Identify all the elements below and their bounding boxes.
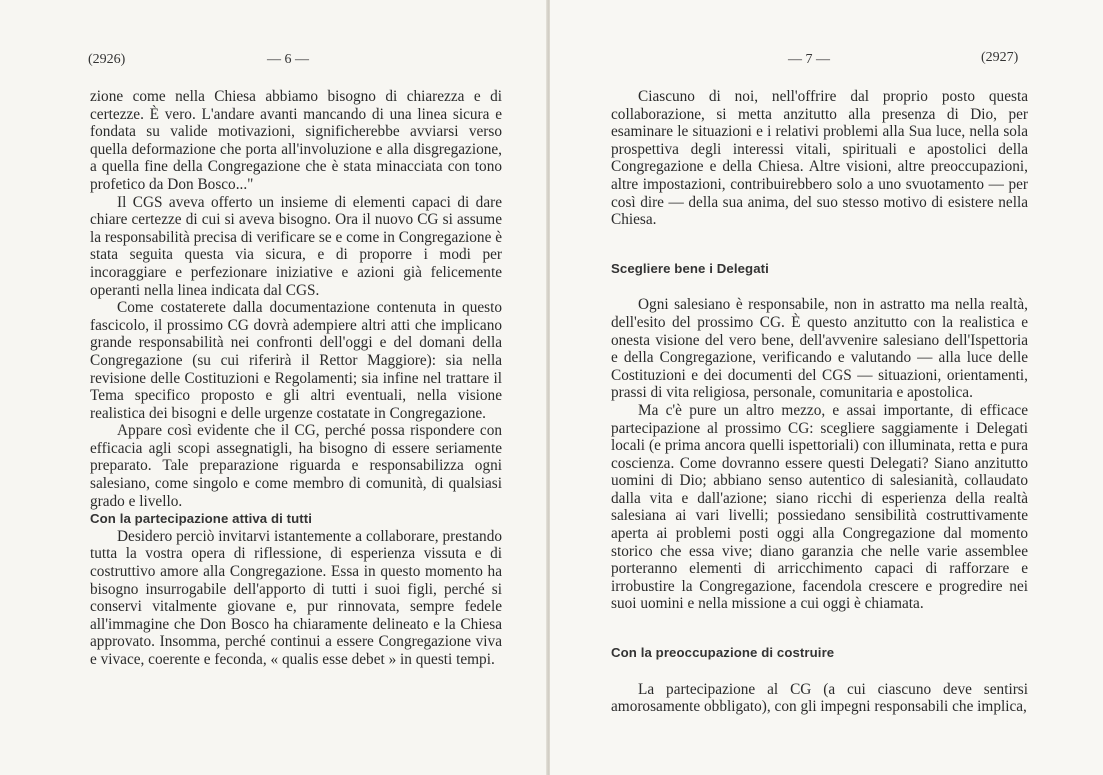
section-heading: Scegliere bene i Delegati	[611, 260, 769, 276]
paragraph: Appare così evidente che il CG, perché possa rispondere con efficacia agli scopi assegnatigli, ha bisogno di essere seriamente preparato. Tale preparazione riguarda e responsabilizza ogni salesiano, come singolo e come membro di comunità, di qualsiasi grado e livello.	[90, 422, 502, 510]
paragraph: Ma c'è pure un altro mezzo, e assai importante, di efficace partecipazione al prossimo CG: scegliere saggiamente i Delegati locali (e prima ancora quelli ispettoriali) con illuminata, retta e pura coscienza. Come dovranno essere questi Delegati? Siano anzitutto uomini di Dio; abbiano senso autentico di salesianità, collaudato dalla vita e dall'azione; siano ricchi di esperienza della realtà salesiana ai vari livelli; possiedano sensibilità costruttivamente aperta ai problemi posti oggi alla Congregazione dal momento storico che essa vive; diano garanzia che nelle varie assemblee porteranno elementi di arricchimento capaci di rafforzare e irrobustire la Congregazione, facendola crescere e progredire nei suoi uomini e nella missione a cui oggi è chiamata.	[611, 401, 1028, 613]
paragraph: Desidero perciò invitarvi istantemente a collaborare, prestando tutta la vostra opera di riflessione, di esperienza vissuta e di costruttivo amore alla Congregazione. Essa in questo momento ha bisogno insurrogabile dell'apporto di tutti i suoi figli, perché si conservi vitalmente giovane e, pur rinnovata, sempre fedele all'immagine che Don Bosco ha chiaramente delineato e la Chiesa approvato. Insomma, perché continui a essere Congregazione viva e vivace, coerente e feconda, « qualis esse debet » in questi tempi.	[90, 527, 502, 668]
left-page-number: — 6 —	[267, 52, 309, 67]
left-text-column	[90, 88, 502, 669]
paragraph: zione come nella Chiesa abbiamo bisogno di chiarezza e di certezze. È vero. L'andare avanti mancando di una linea sicura e fondata su valide motivazioni, significherebbe avviarsi verso quella deformazione che porta all'involuzione e alla disgregazione, a quella fine della Congregazione che è stata minacciata con tono profetico da Don Bosco..."	[90, 88, 502, 193]
paragraph: Come costaterete dalla documentazione contenuta in questo fascicolo, il prossimo CG dovrà adempiere altri atti che implicano grande responsabilità nei confronti dell'oggi e del domani della Congregazione (su cui riferirà il Rettor Maggiore): sia nella revisione delle Costituzioni e Regolamenti; sia infine nel trattare il Tema specifico proposto e gli altri eventuali, nella visione realistica dei bisogni e delle urgenze costatate in Congregazione.	[90, 299, 502, 422]
right-page-number: — 7 —	[788, 52, 830, 67]
left-page	[0, 0, 548, 775]
paragraph: Il CGS aveva offerto un insieme di elementi capaci di dare chiare certezze di cui si aveva bisogno. Ora il nuovo CG si assume la responsabilità precisa di verificare se e come in Congregazione è stata seguita questa via sicura, e di proporre i modi per incoraggiare e perfezionare iniziative e azioni già felicemente operanti nella linea indicata dal CGS.	[90, 193, 502, 299]
section-heading: Con la partecipazione attiva di tutti	[90, 511, 313, 527]
paragraph: Ogni salesiano è responsabile, non in astratto ma nella realtà, dell'esito del prossimo CG. È questo anzitutto con la realistica e onesta visione del vero bene, dell'avvenire salesiano dell'Ispettoria e della Congregazione, verificando e valutando — alla luce delle Costituzioni e dei documenti del CGS — situazioni, orientamenti, prassi di vita religiosa, personale, comunitaria e apostolica.	[611, 296, 1028, 402]
section-heading: Con la preoccupazione di costruire	[611, 645, 835, 661]
paragraph: La partecipazione al CG (a cui ciascuno deve sentirsi amorosamente obbligato), con gli impegni responsabili che implica,	[611, 680, 1028, 716]
right-page-reference: (2927)	[981, 50, 1019, 65]
paragraph: Ciascuno di noi, nell'offrire dal proprio posto questa collaborazione, si metta anzitutto alla presenza di Dio, per esaminare le situazioni e i relativi problemi alla Sua luce, nella sola prospettiva degli interessi vitali, spirituali e apostolici della Congregazione e della Chiesa. Altre visioni, altre preoccupazioni, altre impostazioni, contribuirebbero solo a uno svuotamento — per così dire — della sua anima, del suo stesso motivo di esistere nella Chiesa.	[611, 88, 1028, 229]
left-page-reference: (2926)	[88, 52, 126, 67]
right-text-column	[611, 88, 1028, 716]
